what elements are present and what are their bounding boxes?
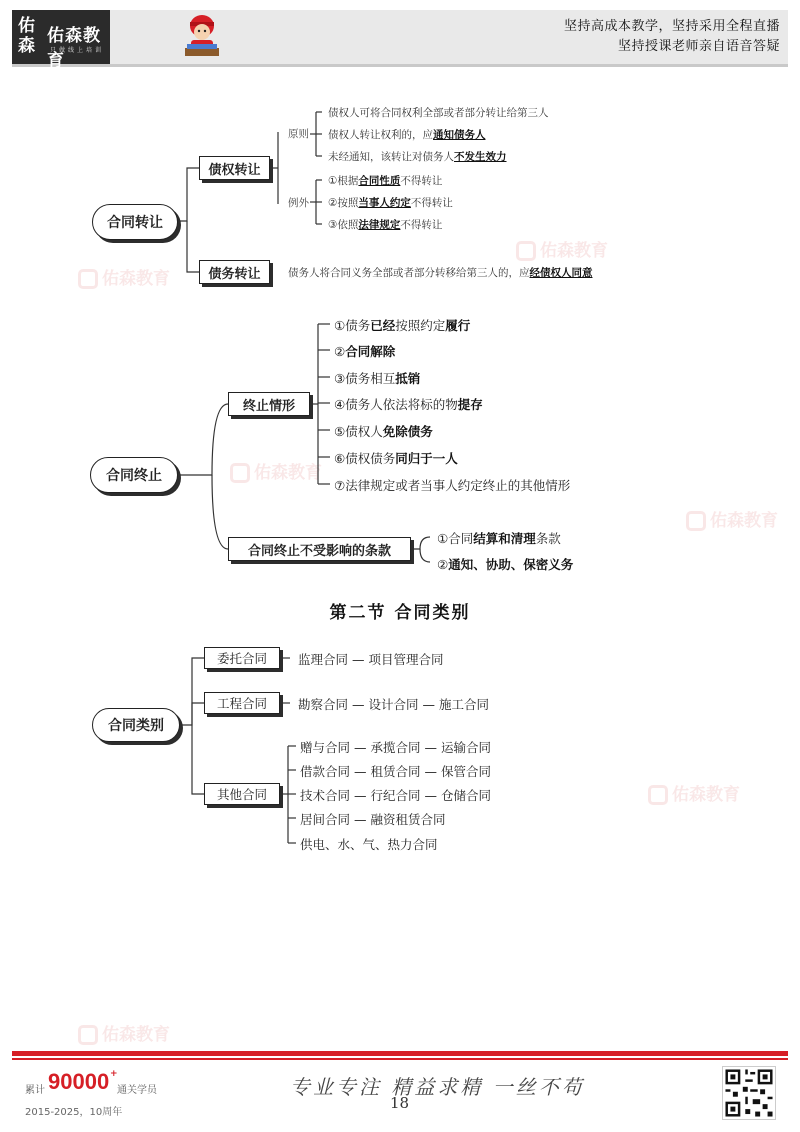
watermark-logo: 佑森教育 [78,1020,170,1045]
qr-code-icon [722,1066,776,1120]
principle-item: 债权人可将合同权利全部或者部分转让给第三人 [328,107,549,119]
node-other-contracts: 其他合同 [204,783,280,805]
exception-item: ①根据合同性质不得转让 [328,175,443,187]
footer-rule-thin [12,1058,788,1060]
exception-item: ③依照法律规定不得转让 [328,219,443,231]
contract-type-row: 供电、水、气、热力合同 [300,837,438,852]
mindmap-root-termination: 合同终止 [90,457,178,493]
contract-type-row: 技术合同 — 行纪合同 — 仓储合同 [300,788,491,803]
contract-type-row: 赠与合同 — 承揽合同 — 运输合同 [300,740,491,755]
brand-name: 佑森教育 [47,26,101,71]
logo-seal-icon: 佑 森 [18,16,35,56]
termination-situation: ②合同解除 [334,344,396,359]
anniversary-years: 2015-2025，10周年 [25,1107,123,1118]
watermark-logo: 佑森教育 [516,236,608,261]
motto-calligraphy: 专业专注 精益求精 一丝不苟 [290,1075,585,1099]
principle-item: 债权人转让权利的，应通知债务人 [328,129,486,141]
label-exception: 例外 [288,197,309,209]
page-number: 18 [390,1094,410,1112]
watermark-logo: 佑森教育 [686,506,778,531]
stat-number: 90000 [48,1069,110,1094]
node-unaffected-clauses: 合同终止不受影响的条款 [228,537,411,561]
debt-transfer-text: 债务人将合同义务全部或者部分转移给第三人的，应经债权人同意 [288,267,593,279]
footer-rule [12,1051,788,1056]
brand-subtitle: 只做线上培训 [50,47,105,54]
node-debt-transfer: 债务转让 [199,260,270,284]
termination-situation: ⑥债权债务同归于一人 [334,451,458,466]
unaffected-item: ②通知、协助、保密义务 [437,557,574,572]
label-principle: 原则 [288,128,309,140]
termination-situation: ③债务相互抵销 [334,371,421,386]
mindmap-root-categories: 合同类别 [92,708,180,742]
principle-item: 未经通知，该转让对债务人不发生效力 [328,151,507,163]
mindmap-root-transfer: 合同转让 [92,204,178,240]
node-entrustment-contract: 委托合同 [204,647,280,669]
termination-situation: ⑤债权人免除债务 [334,424,433,439]
unaffected-item: ①合同结算和清理条款 [437,531,561,546]
exception-item: ②按照当事人约定不得转让 [328,197,453,209]
slogan-line-1: 坚持高成本教学，坚持采用全程直播 [563,19,780,34]
contract-type-row: 居间合同 — 融资租赁合同 [300,812,446,827]
contract-type-row: 监理合同 — 项目管理合同 [298,652,444,667]
section-title: 第二节 合同类别 [329,603,471,623]
node-creditor-transfer: 债权转让 [199,156,270,180]
watermark-logo: 佑森教育 [648,780,740,805]
termination-situation: ①债务已经按照约定履行 [334,318,471,333]
stat-plus: + [110,1069,118,1079]
watermark-logo: 佑森教育 [78,264,170,289]
stat-prefix: 累计 [25,1085,45,1096]
slogan-line-2: 坚持授课老师亲自语音答疑 [617,39,780,54]
termination-situation: ④债务人依法将标的物提存 [334,397,483,412]
contract-type-row: 借款合同 — 租赁合同 — 保管合同 [300,764,491,779]
watermark-logo: 佑森教育 [230,458,322,483]
node-termination-situations: 终止情形 [228,392,310,416]
node-construction-contract: 工程合同 [204,692,280,714]
termination-situation: ⑦法律规定或者当事人约定终止的其他情形 [334,478,571,493]
contract-type-row: 勘察合同 — 设计合同 — 施工合同 [298,697,489,712]
stat-suffix: 通关学员 [117,1085,157,1096]
